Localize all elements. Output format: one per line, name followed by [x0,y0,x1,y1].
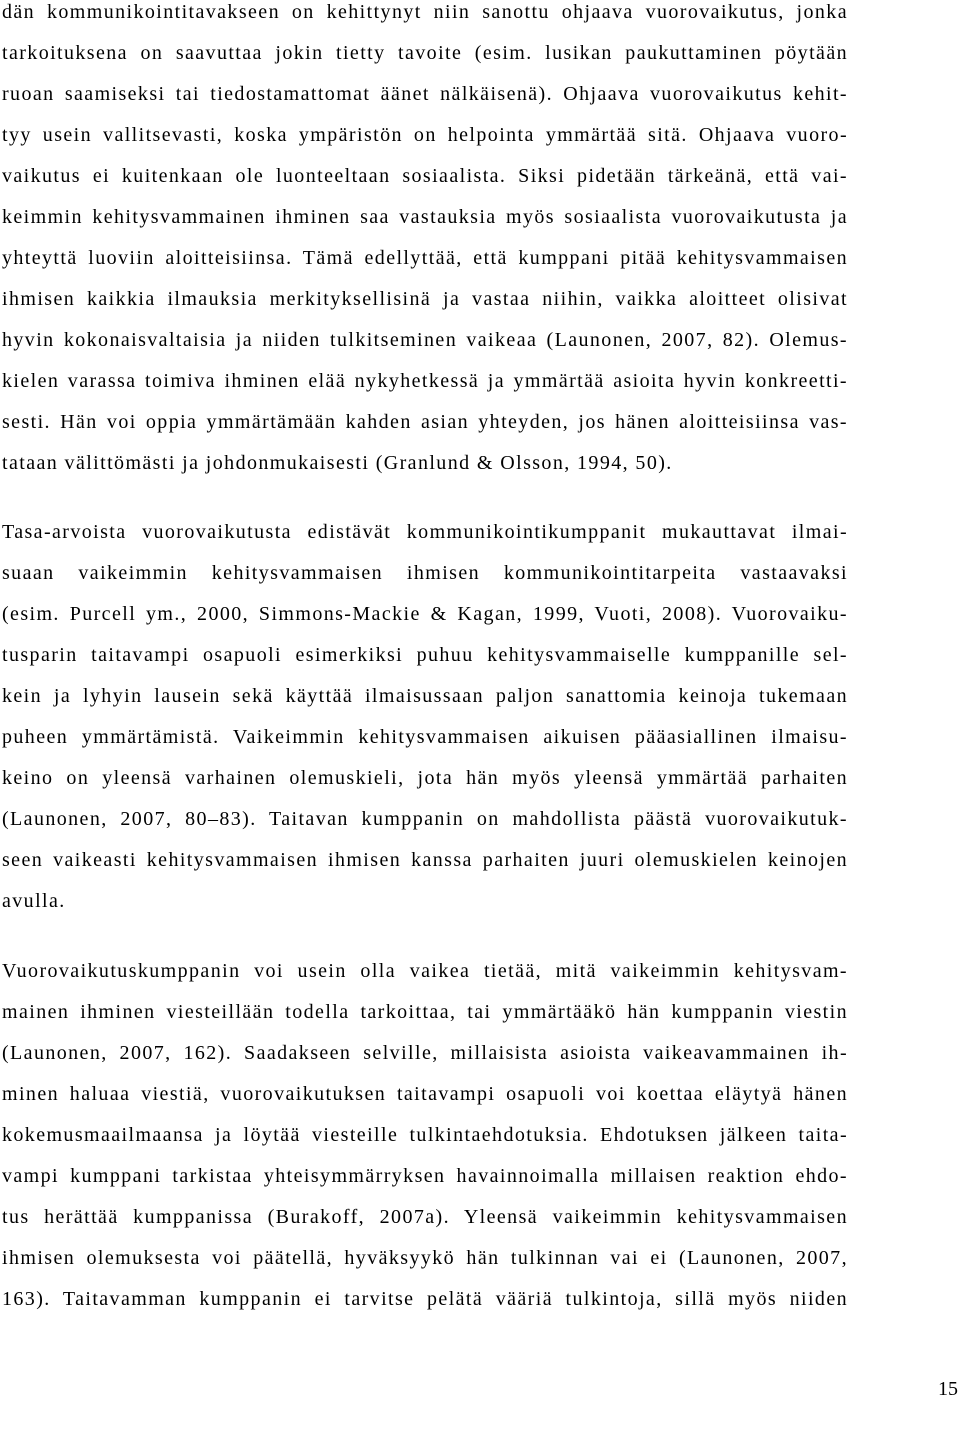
text-line: vaikutus ei kuitenkaan ole luonteeltaan sosiaalista. Siksi pidetään tärkeänä, että vai- [2,165,848,187]
text-line: ihmisen kaikkia ilmauksia merkityksellisinä ja vastaa niihin, vaikka aloitteet olisivat [2,288,848,310]
text-line: keimmin kehitysvammainen ihminen saa vastauksia myös sosiaalista vuorovaikutusta ja [2,206,848,228]
text-line: yhteyttä luoviin aloitteisiinsa. Tämä edellyttää, että kumppani pitää kehitysvammaisen [2,247,848,269]
text-line: 163). Taitavamman kumppanin ei tarvitse pelätä vääriä tulkintoja, sillä myös niiden [2,1288,848,1310]
text-line: suaan vaikeimmin kehitysvammaisen ihmisen kommunikointitarpeita vastaavaksi [2,562,848,584]
text-line: dän kommunikointitavakseen on kehittynyt niin sanottu ohjaava vuorovaikutus, jonka [2,1,848,23]
text-line: (Launonen, 2007, 80–83). Taitavan kumppanin on mahdollista päästä vuorovaikutuk- [2,808,848,830]
page-number: 15 [938,1378,958,1400]
text-line: keino on yleensä varhainen olemuskieli, jota hän myös yleensä ymmärtää parhaiten [2,767,848,789]
body-paragraph [2,0,848,484]
body-paragraph [2,512,848,922]
text-line: kielen varassa toimiva ihminen elää nykyhetkessä ja ymmärtää asioita hyvin konkreetti- [2,370,848,392]
text-line: (Launonen, 2007, 162). Saadakseen selville, millaisista asioista vaikeavammainen ih- [2,1042,848,1064]
text-line: hyvin kokonaisvaltaisia ja niiden tulkitseminen vaikeaa (Launonen, 2007, 82). Olemus- [2,329,848,351]
text-line: tusparin taitavampi osapuoli esimerkiksi puhuu kehitysvammaiselle kumppanille sel- [2,644,848,666]
text-line: avulla. [2,890,66,912]
text-line: tarkoituksena on saavuttaa jokin tietty tavoite (esim. lusikan paukuttaminen pöytään [2,42,848,64]
text-line: ihmisen olemuksesta voi päätellä, hyväksyykö hän tulkinnan vai ei (Launonen, 2007, [2,1247,848,1269]
text-line: (esim. Purcell ym., 2000, Simmons-Mackie & Kagan, 1999, Vuoti, 2008). Vuorovaiku- [2,603,848,625]
text-line: tyy usein vallitsevasti, koska ympäristön on helpointa ymmärtää sitä. Ohjaava vuoro- [2,124,848,146]
text-line: ruoan saamiseksi tai tiedostamattomat äänet nälkäisenä). Ohjaava vuorovaikutus kehit- [2,83,848,105]
text-line: tataan välittömästi ja johdonmukaisesti (Granlund & Olsson, 1994, 50). [2,452,673,474]
text-line: kokemusmaailmaansa ja löytää viesteille tulkintaehdotuksia. Ehdotuksen jälkeen taita- [2,1124,848,1146]
body-paragraph [2,951,848,1320]
text-line: kein ja lyhyin lausein sekä käyttää ilmaisussaan paljon sanattomia keinoja tukemaan [2,685,848,707]
text-line: Tasa-arvoista vuorovaikutusta edistävät kommunikointikumppanit mukauttavat ilmai- [2,521,848,543]
text-line: minen haluaa viestiä, vuorovaikutuksen taitavampi osapuoli voi koettaa eläytyä hänen [2,1083,848,1105]
text-line: Vuorovaikutuskumppanin voi usein olla vaikea tietää, mitä vaikeimmin kehitysvam- [2,960,848,982]
text-line: mainen ihminen viesteillään todella tarkoittaa, tai ymmärtääkö hän kumppanin viestin [2,1001,848,1023]
text-line: vampi kumppani tarkistaa yhteisymmärryksen havainnoimalla millaisen reaktion ehdo- [2,1165,848,1187]
text-line: seen vaikeasti kehitysvammaisen ihmisen kanssa parhaiten juuri olemuskielen keinojen [2,849,848,871]
text-line: puheen ymmärtämistä. Vaikeimmin kehitysvammaisen aikuisen pääasiallinen ilmaisu- [2,726,848,748]
text-line: sesti. Hän voi oppia ymmärtämään kahden asian yhteyden, jos hänen aloitteisiinsa vas- [2,411,848,433]
text-line: tus herättää kumppanissa (Burakoff, 2007a). Yleensä vaikeimmin kehitysvammaisen [2,1206,848,1228]
